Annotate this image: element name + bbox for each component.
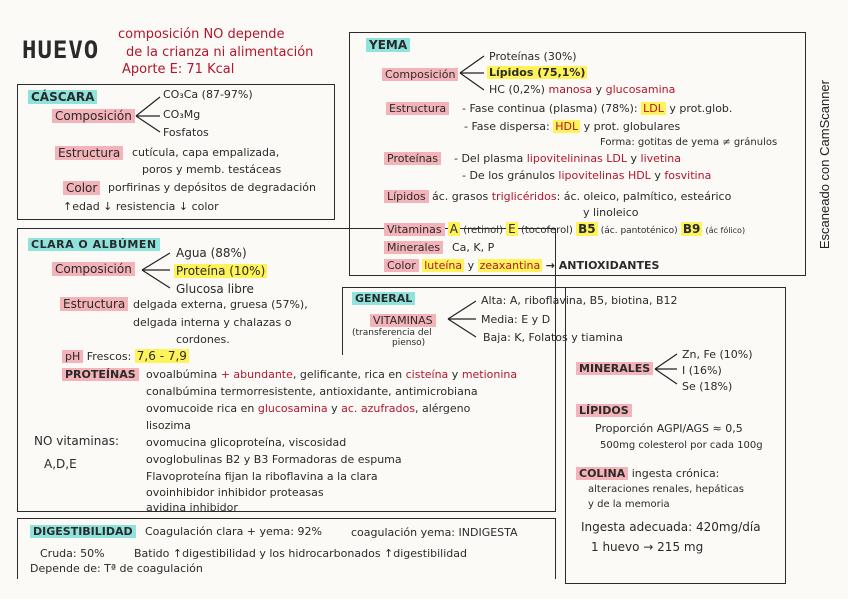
header-line-3: Aporte E: 71 Kcal	[122, 62, 235, 77]
yema-lip-2: y linoleico	[583, 206, 639, 219]
clara-arrows	[140, 248, 174, 292]
clara-proteinas-label: PROTEÍNAS	[62, 368, 139, 381]
digest-line3: Depende de: Tª de coagulación	[30, 562, 203, 575]
clara-prot-6: ovoglobulinas B2 y B3 Formadoras de espuma	[146, 453, 402, 466]
prot-1-f: metionina	[461, 368, 518, 381]
cascara-estructura-2: poros y memb. testáceas	[142, 163, 282, 176]
page-title: HUEVO	[22, 36, 100, 64]
clara-prot-2: conalbúmina termorresistente, antioxidante, antimicrobiana	[146, 385, 478, 398]
yema-min-text: Ca, K, P	[452, 241, 495, 254]
yema-color-4: → ANTIOXIDANTES	[545, 259, 660, 272]
clara-item-2: Proteína (10%)	[176, 264, 266, 278]
clara-no-vit-list: A,D,E	[44, 457, 77, 471]
general-colina-label: COLINA	[576, 467, 628, 480]
yema-prot-2	[462, 169, 711, 182]
yema-vit-b9-t: (ác fólico)	[705, 226, 746, 235]
digest-line2-a: Cruda: 50%	[40, 547, 105, 560]
general-huevo: 1 huevo → 215 mg	[591, 540, 704, 554]
yema-item-3-b: manosa	[548, 83, 593, 96]
prot-1-a: ovoalbúmina	[146, 368, 218, 381]
yema-est-1	[462, 102, 732, 115]
yema-lip-1-c: : ác. oleico, palmítico, esteárico	[556, 190, 732, 203]
yema-prot-1	[454, 152, 681, 165]
yema-est-1-b: LDL	[643, 102, 664, 115]
general-baja: Baja: K, Folatos y tiamina	[483, 331, 623, 344]
yema-est-2	[464, 120, 680, 133]
general-colina-row	[576, 467, 719, 480]
clara-prot-8: ovoinhibidor inhibidor proteasas	[146, 486, 324, 499]
yema-est-2-b: HDL	[555, 120, 579, 133]
yema-lip-label: Lípidos	[384, 190, 429, 203]
yema-vit-row	[384, 222, 745, 236]
yema-min-label: Minerales	[384, 241, 443, 254]
yema-vit-e-t: (tocoferol)	[520, 225, 573, 236]
general-min-3: Se (18%)	[682, 380, 733, 393]
yema-arrows	[458, 52, 488, 94]
digest-label: DIGESTIBILIDAD	[30, 525, 136, 538]
yema-lip-1-a: ác. grasos	[432, 190, 489, 203]
yema-item-1: Proteínas (30%)	[489, 50, 577, 63]
yema-lip-1	[432, 190, 731, 203]
cascara-item-1: CO₃Ca (87-97%)	[163, 88, 253, 101]
yema-vit-label: Vitaminas	[384, 223, 445, 236]
cascara-color-label: Color	[63, 181, 100, 195]
camscanner-watermark: Escaneado con CamScanner	[817, 80, 832, 250]
clara-comp-label: Composición	[52, 262, 135, 276]
yema-comp-label: Composición	[382, 68, 458, 81]
clara-ph-row	[62, 349, 189, 363]
general-vit-sub-2: pienso)	[392, 338, 426, 348]
general-min-arrows	[653, 350, 681, 390]
yema-color-row	[384, 259, 659, 272]
yema-prot-1-b: lipovitelininas LDL	[526, 152, 628, 165]
general-colina-1: ingesta crónica:	[631, 467, 720, 480]
clara-estructura-1: delgada externa, gruesa (57%),	[133, 298, 308, 311]
cascara-estructura-1: cutícula, capa empalizada,	[132, 146, 280, 159]
clara-ph-fresco: Frescos:	[86, 350, 132, 363]
general-colina-3: y de la memoria	[588, 499, 670, 510]
yema-est-1-c: y prot.glob.	[669, 102, 733, 115]
prot-3-a: ovomucoide rica en	[146, 402, 255, 415]
general-lip-label: LÍPIDOS	[576, 404, 632, 417]
clara-ph-label: pH	[62, 350, 83, 363]
cascara-label: CÁSCARA	[28, 90, 97, 104]
prot-1-b: + abundante	[220, 368, 293, 381]
digest-line1-b: coagulación yema: INDIGESTA	[351, 526, 518, 539]
general-vit-sub-1: (transferencia del	[352, 328, 432, 338]
general-arrows	[446, 296, 480, 342]
yema-item-3-a: HC (0,2%)	[489, 83, 545, 96]
yema-prot-2-b: lipovitelinas HDL	[558, 169, 651, 182]
prot-3-e: , alérgeno	[414, 402, 471, 415]
yema-prot-1-d: livetina	[640, 152, 682, 165]
yema-estructura-label: Estructura	[386, 102, 449, 115]
general-min-1: Zn, Fe (10%)	[682, 348, 753, 361]
general-min-2: I (16%)	[682, 364, 722, 377]
yema-prot-2-a: - De los gránulos	[462, 169, 555, 182]
yema-item-3	[489, 83, 675, 96]
yema-vit-b5: B5	[578, 222, 596, 236]
general-colina-2: alteraciones renales, hepáticas	[588, 484, 745, 495]
digest-line2-b: Batido ↑digestibilidad y los hidrocarbonados ↑digestibilidad	[134, 547, 468, 560]
yema-est-1-a: - Fase continua (plasma) (78%):	[462, 102, 638, 115]
clara-item-1: Agua (88%)	[176, 246, 247, 260]
general-media: Media: E y D	[481, 313, 551, 326]
general-ingesta: Ingesta adecuada: 420mg/día	[581, 520, 761, 534]
clara-prot-3	[146, 402, 470, 415]
yema-item-3-c: y	[595, 83, 603, 96]
yema-color-label: Color	[384, 259, 419, 272]
prot-3-d: ac. azufrados	[341, 402, 415, 415]
digest-line1-a: Coagulación clara + yema: 92%	[145, 525, 322, 538]
yema-prot-2-c: y	[654, 169, 661, 182]
yema-vit-e: E	[508, 222, 516, 236]
cascara-item-3: Fosfatos	[163, 126, 209, 139]
yema-est-3: Forma: gotitas de yema ≠ gránulos	[600, 137, 778, 148]
prot-3-c: y	[331, 402, 338, 415]
cascara-estructura-label: Estructura	[55, 146, 123, 160]
clara-prot-9: avidina inhibidor	[146, 501, 238, 514]
clara-prot-7: Flavoproteína fijan la riboflavina a la clara	[146, 470, 378, 483]
yema-vit-a: A	[449, 222, 459, 236]
yema-vit-b5-t: (ác. pantoténico)	[600, 226, 678, 236]
general-label: GENERAL	[352, 292, 415, 305]
prot-1-d: cisteína	[405, 368, 449, 381]
clara-estructura-2: delgada interna y chalazas o	[133, 316, 292, 329]
clara-prot-1	[146, 368, 517, 381]
cascara-color-text: porfirinas y depósitos de degradación	[108, 181, 316, 194]
clara-item-3: Glucosa libre	[176, 282, 254, 296]
yema-est-2-c: y prot. globulares	[583, 120, 681, 133]
cascara-comp-label: Composición	[52, 109, 135, 123]
cascara-item-2: CO₃Mg	[163, 108, 201, 121]
general-vit-label: VITAMINAS	[370, 314, 436, 327]
yema-label: YEMA	[366, 38, 410, 52]
yema-vit-b9: B9	[682, 222, 701, 236]
header-line-1: composición NO depende	[118, 27, 285, 42]
general-lip-1: Proporción AGPI/AGS ≈ 0,5	[595, 422, 743, 435]
cascara-arrows	[134, 92, 164, 136]
yema-est-2-a: - Fase dispersa:	[464, 120, 550, 133]
prot-1-e: y	[451, 368, 459, 381]
yema-color-3: zeaxantina	[479, 259, 541, 272]
general-min-label: MINERALES	[576, 362, 653, 375]
yema-lip-1-b: triglicéridos	[491, 190, 557, 203]
clara-no-vit: NO vitaminas:	[34, 434, 120, 448]
general-alta: Alta: A, riboflavina, B5, biotina, B12	[481, 294, 678, 307]
prot-1-c: , gelificante, rica en	[292, 368, 403, 381]
yema-vit-a-t: (retinol)	[463, 225, 503, 236]
yema-item-3-d: glucosamina	[605, 83, 676, 96]
yema-prot-1-a: - Del plasma	[454, 152, 524, 165]
yema-prot-2-d: fosvitina	[664, 169, 712, 182]
cascara-footer: ↑edad ↓ resistencia ↓ color	[63, 200, 219, 213]
clara-prot-5: ovomucina glicoproteína, viscosidad	[146, 436, 347, 449]
yema-prot-label: Proteínas	[384, 152, 441, 165]
yema-item-2: Lípidos (75,1%)	[489, 66, 586, 79]
clara-estructura-3: cordones.	[176, 333, 230, 346]
clara-label: CLARA O ALBÚMEN	[28, 238, 160, 251]
yema-prot-1-c: y	[630, 152, 638, 165]
prot-3-b: glucosamina	[257, 402, 328, 415]
clara-prot-4: lisozima	[146, 419, 191, 432]
yema-color-1: luteína	[424, 259, 463, 272]
clara-ph-value: 7,6 - 7,9	[136, 349, 187, 363]
yema-color-2: y	[467, 259, 475, 272]
general-lip-2: 500mg colesterol por cada 100g	[600, 440, 763, 451]
header-line-2: de la crianza ni alimentación	[126, 45, 314, 60]
clara-estructura-label: Estructura	[60, 297, 128, 311]
